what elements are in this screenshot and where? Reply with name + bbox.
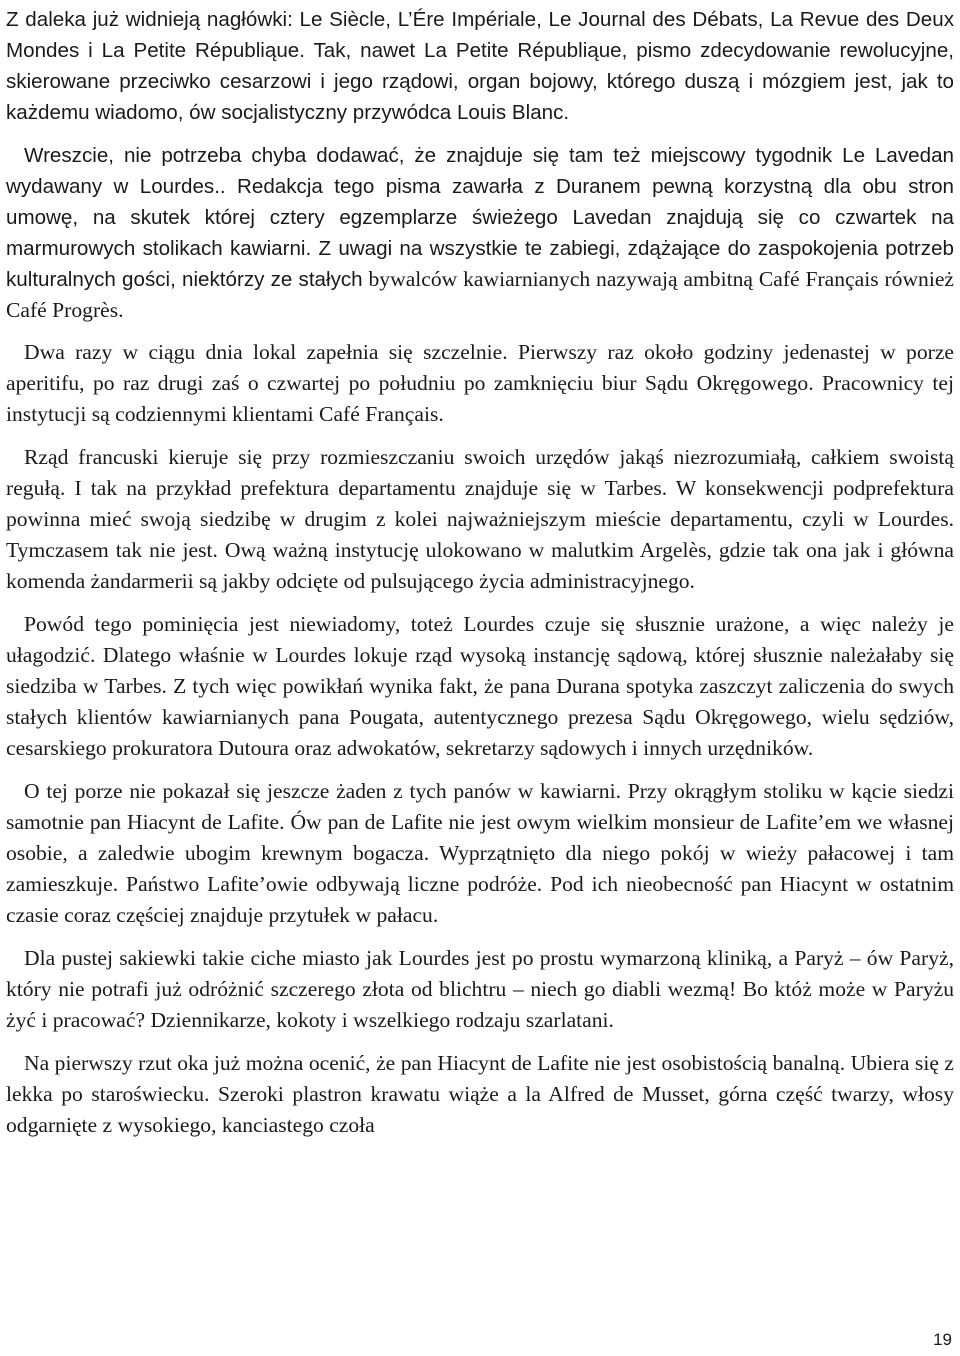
paragraph-5: Powód tego pominięcia jest niewiadomy, toteż Lourdes czuje się słusznie urażone, a więc należy je ułagodzić. Dlatego właśnie w Lourdes lokuje rząd wysoką instancję sądową, której słusznie należałaby się siedziba w Tarbes. Z tych więc powikłań wynika fakt, że pana Durana spotyka zaszczyt zaliczenia do swych stałych klientów kawiarnianych pana Pougata, autentycznego prezesa Sądu Okręgowego, wielu sędziów, cesarskiego prokuratora Dutoura oraz adwokatów, sekretarzy sądowych i innych urzędników. <box>6 612 954 760</box>
paragraph-3 <box>6 337 954 430</box>
paragraph-1: Z daleka już widnieją nagłówki: Le Siècle, L’Ére Impériale, Le Journal des Débats, La Revue des Deux Mondes i La Petite Républiąue. Tak, nawet La Petite Républiąue, pismo zdecydowanie rewolucyjne, skierowane przeciwko cesarzowi i jego rządowi, organ bojowy, którego duszą i mózgiem jest, jak to każdemu wiadomo, ów socjalistyczny przywódca Louis Blanc. <box>6 8 954 124</box>
page-number: 19 <box>933 1330 952 1349</box>
paragraph-6: O tej porze nie pokazał się jeszcze żaden z tych panów w kawiarni. Przy okrągłym stoliku w kącie siedzi samotnie pan Hiacynt de Lafite. Ów pan de Lafite nie jest owym wielkim monsieur de Lafite’em we własnej osobie, a zaledwie ubogim krewnym bogacza. Wyprzątnięto dla niego pokój w wieży pałacowej i tam zamieszkuje. Państwo Lafite’owie odbywają liczne podróże. Pod ich nieobecność pan Hiacynt w ostatnim czasie coraz częściej znajduje przytułek w pałacu. <box>6 779 954 927</box>
paragraph-2-sans-part: Wreszcie, nie potrzeba chyba dodawać, że znajduje się tam też miejscowy tygodnik Le Lavedan wydawany w Lourdes.. Redakcja tego pisma zawarła z Duranem pewną korzystną dla obu stron umowę, na skutek której cztery egzemplarze świeżego Lavedan znajdują się co czwartek na marmurowych stolikach kawiarni. Z uwagi na wszystkie te zabiegi, zdążające do zaspokojenia potrzeb kulturalnych gości, niektórzy ze stałych <box>6 144 954 291</box>
paragraph-2 <box>6 140 954 326</box>
paragraph-8: Na pierwszy rzut oka już można ocenić, że pan Hiacynt de Lafite nie jest osobistością banalną. Ubiera się z lekka po staroświecku. Szeroki plastron krawatu wiąże a la Alfred de Musset, górna część twarzy, włosy odgarnięte z wysokiego, kanciastego czoła <box>6 1051 954 1137</box>
paragraph-4: Rząd francuski kieruje się przy rozmieszczaniu swoich urzędów jakąś niezrozumiałą, całkiem swoistą regułą. I tak na przykład prefektura departamentu znajduje się w Tarbes. W konsekwencji podprefektura powinna mieć swoją siedzibę w drugim z kolei najważniejszym mieście departamentu, czyli w Lourdes. Tymczasem tak nie jest. Ową ważną instytucję ulokowano w malutkim Argelès, gdzie tak ona jak i główna komenda żandarmerii są jakby odcięte od pulsującego życia administracyjnego. <box>6 445 954 593</box>
paragraph-7: Dla pustej sakiewki takie ciche miasto jak Lourdes jest po prostu wymarzoną kliniką, a Paryż – ów Paryż, który nie potrafi już odróżnić szczerego złota od blichtru – niech go diabli wezmą! Bo któż może w Paryżu żyć i pracować? Dziennikarze, kokoty i wszelkiego rodzaju szarlatani. <box>6 946 954 1032</box>
paragraph-2-serif-part: bywalców kawiarnianych nazywają ambitną Café Français również Café Progrès. <box>6 267 954 322</box>
paragraph-3-first-part: Dwa razy w ciągu dnia lokal zapełnia się szczelnie. <box>24 340 508 364</box>
paragraph-3-second-part: Pierwszy raz około godziny jedenastej w porze aperitifu, po raz drugi zaś o czwartej po południu po zamknięciu biur Sądu Okręgowego. Pracownicy tej instytucji są codziennymi klientami Café Français. <box>6 340 954 426</box>
document-page <box>6 4 954 1141</box>
